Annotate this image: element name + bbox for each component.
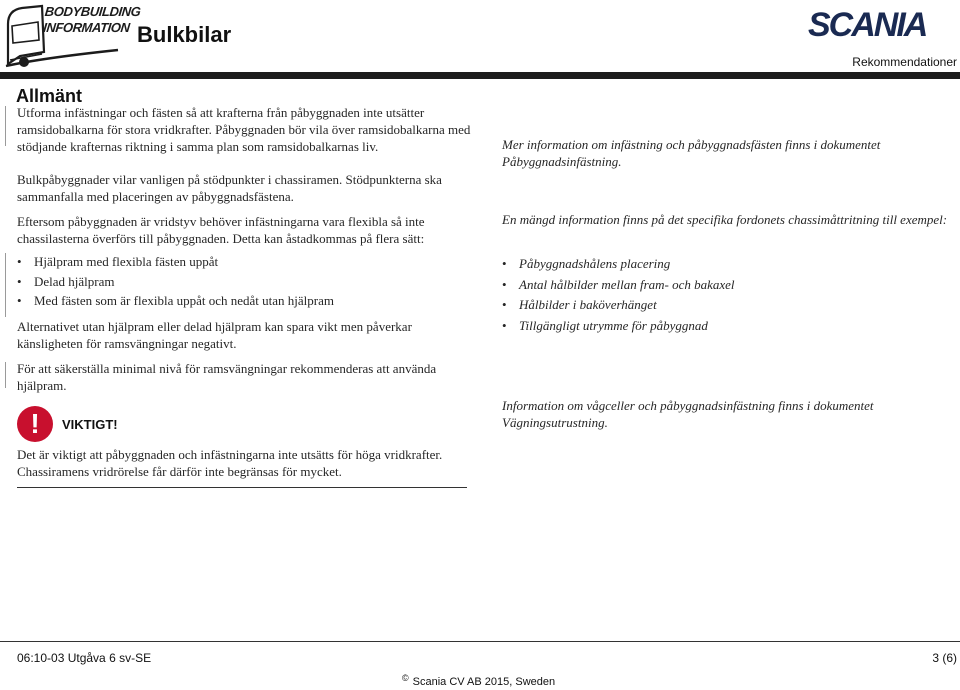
list-item: • Delad hjälpram — [17, 272, 334, 292]
paragraph-5: För att säkerställa minimal nivå för ramsvängningar rekommenderas att använda hjälpram. — [17, 361, 437, 393]
info-paragraph-2: En mängd information finns på det specifika fordonets chassimåttritning till exempel: — [502, 212, 948, 227]
section-type: Rekommendationer — [852, 55, 957, 69]
warning-text: Det är viktigt att påbyggnaden och infästningarna inte utsätts för höga vridkrafter. Chassiramens vridrörelse får därför inte begränsas för mycket. — [17, 447, 443, 479]
list-item: • Med fästen som är flexibla uppåt och nedåt utan hjälpram — [17, 291, 334, 311]
change-bar — [5, 253, 6, 317]
logo-wordmark — [42, 4, 141, 36]
info-bullet-list — [502, 254, 735, 337]
document-id: 06:10-03 Utgåva 6 sv-SE — [17, 651, 152, 665]
brand-logo: SCANIA — [808, 6, 927, 44]
paragraph-4: Alternativet utan hjälpram eller delad hjälpram kan spara vikt men påverkar känsligheten för ramsvängningar negativt. — [17, 319, 412, 351]
warning-icon: ! — [17, 406, 53, 442]
warning-rule — [17, 487, 467, 488]
list-item: • Hjälpram med flexibla fästen uppåt — [17, 252, 334, 272]
copyright — [402, 673, 555, 688]
paragraph-3: Eftersom påbyggnaden är vridstyv behöver infästningarna vara flexibla så inte chassilasterna överförs till påbyggnaden. Detta kan åstadkommas på flera sätt: — [17, 214, 425, 246]
change-bar — [5, 106, 6, 146]
info-paragraph-3: Information om vågceller och påbyggnadsinfästning finns i dokumentet Vägningsutrustning. — [502, 398, 874, 430]
footer-rule — [0, 641, 960, 642]
bullet-list — [17, 252, 334, 311]
copyright-text: Scania CV AB 2015, Sweden — [412, 676, 556, 688]
list-item: • Hålbilder i baköverhänget — [502, 295, 735, 316]
list-item: • Påbyggnadshålens placering — [502, 254, 735, 275]
warning-label: VIKTIGT! — [62, 417, 118, 432]
page-number: 3 (6) — [932, 651, 957, 665]
section-heading: Allmänt — [16, 86, 83, 106]
info-paragraph-1: Mer information om infästning och påbyggnadsfästen finns i dokumentet Påbyggnadsinfästning. — [502, 137, 881, 169]
list-item: • Tillgängligt utrymme för påbyggnad — [502, 316, 735, 337]
copyright-symbol: © — [402, 673, 409, 683]
paragraph-1: Utforma infästningar och fästen så att krafterna från påbyggnaden inte utsätter ramsidobalkarna för stora vridkrafter. Påbyggnaden bör vila över ramsidobalkarna med stödjande krafternas riktning i samma plan som ramsidobalkarnas liv. — [17, 105, 471, 154]
paragraph-2: Bulkpåbyggnader vilar vanligen på stödpunkter i chassiramen. Stödpunkterna ska sammanfalla med placeringen av påbyggnadsfästena. — [17, 172, 442, 204]
logo-text-line-1: BODYBUILDING — [44, 4, 142, 19]
list-item: • Antal hålbilder mellan fram- och bakaxel — [502, 275, 735, 296]
page-title: Bulkbilar — [137, 22, 232, 47]
change-bar — [5, 362, 6, 388]
logo-text-line-2: INFORMATION — [42, 20, 131, 35]
header-rule — [0, 72, 960, 79]
